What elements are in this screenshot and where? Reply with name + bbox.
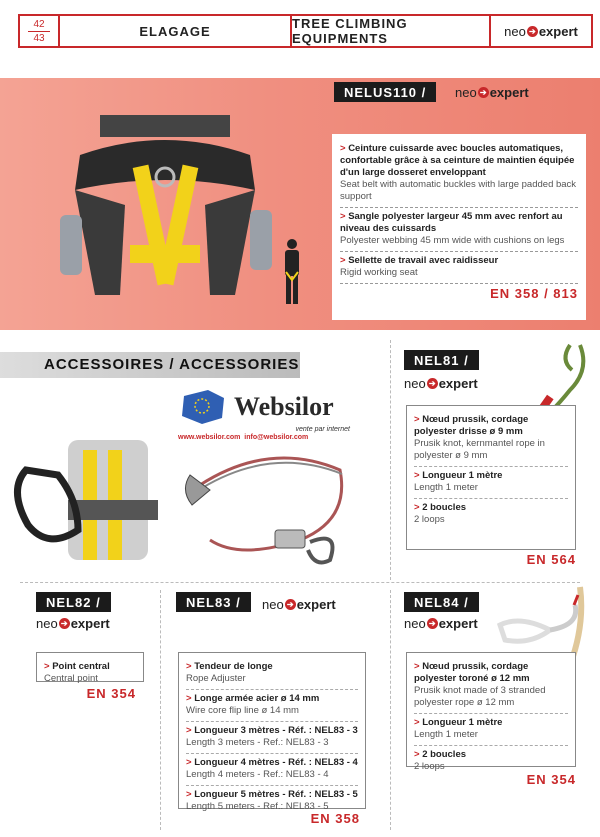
accessories-title: ACCESSOIRES / ACCESSORIES	[0, 352, 300, 378]
page-header	[18, 14, 593, 48]
product-code-nel84: NEL84 /	[404, 592, 479, 612]
nel83-image	[180, 450, 360, 570]
header-logo: neo ➔ expert	[504, 23, 578, 39]
spec-item: > Ceinture cuissarde avec boucles automatiques, confortable grâce à sa ceinture de maintien équipée d'un large dosseret enveloppant Seat belt with automatic buckles with large padded back support	[340, 140, 578, 208]
brand-logo: neo ➔ expert	[404, 376, 478, 391]
websilor-email: info@websilor.com	[244, 434, 309, 441]
norm-label: EN 354	[526, 772, 576, 787]
harness-image	[50, 95, 280, 310]
websilor-brand: Websilor	[234, 392, 334, 421]
websilor-tagline: vente par internet	[295, 426, 350, 433]
product-code-nel81: NEL81 /	[404, 350, 479, 370]
websilor-watermark	[178, 388, 358, 441]
norm-label: EN 358	[310, 811, 360, 826]
nel82-description	[36, 652, 144, 682]
divider	[160, 590, 161, 830]
spec-item: > Tendeur de longe Rope Adjuster	[186, 658, 358, 690]
nel82-image	[8, 430, 168, 578]
brand-logo: neo ➔ expert	[455, 85, 529, 100]
divider	[20, 582, 580, 583]
spec-item: > Longueur 5 mètres - Réf. : NEL83 - 5 Length 5 meters - Ref.: NEL83 - 5	[186, 786, 358, 817]
norm-label: EN 564	[526, 552, 576, 567]
spec-item: > Point central Central point	[44, 658, 136, 689]
spec-item: > Sangle polyester largeur 45 mm avec renfort au niveau des cuissards Polyester webbing 45 mm wide with cushions on legs	[340, 208, 578, 252]
section-title-en: TREE CLIMBING EQUIPMENTS	[292, 16, 491, 46]
page-number-right: 43	[33, 32, 45, 44]
spec-item: > Sellette de travail avec raidisseur Rigid working seat	[340, 252, 578, 284]
divider	[390, 590, 391, 830]
spec-item: > Nœud prussik, cordage polyester drisse ø 9 mm Prusik knot, kernmantel rope in polyester ø 9 mm	[414, 411, 568, 467]
product-code-nel83: NEL83 /	[176, 592, 251, 612]
person-scale-icon	[278, 238, 306, 306]
nel81-description	[406, 405, 576, 550]
page-numbers	[20, 16, 60, 46]
product-code-nel82: NEL82 /	[36, 592, 111, 612]
websilor-site: www.websilor.com	[178, 434, 241, 441]
page-number-left: 42	[33, 18, 45, 30]
product-code-nelus110: NELUS110 /	[334, 82, 436, 102]
brand-logo: neo ➔ expert	[36, 616, 110, 631]
section-title-fr: ELAGAGE	[60, 16, 292, 46]
spec-item: > Nœud prussik, cordage polyester toroné ø 12 mm Prusik knot made of 3 stranded polyester rope ø 12 mm	[414, 658, 568, 714]
map-icon	[178, 388, 230, 426]
norm-label: EN 358 / 813	[490, 286, 578, 301]
spec-item: > Longueur 1 mètre Length 1 meter	[414, 714, 568, 746]
spec-item: > Longueur 1 mètre Length 1 meter	[414, 467, 568, 499]
spec-item: > Longueur 3 mètres - Réf. : NEL83 - 3 Length 3 meters - Ref.: NEL83 - 3	[186, 722, 358, 754]
brand-logo: neo ➔ expert	[404, 616, 478, 631]
spec-item: > 2 boucles 2 loops	[414, 499, 568, 530]
divider	[390, 340, 391, 580]
norm-label: EN 354	[86, 686, 136, 701]
nel84-description	[406, 652, 576, 772]
nelus110-description	[332, 134, 586, 320]
brand-logo: neo ➔ expert	[262, 597, 336, 612]
nel83-description	[178, 652, 366, 812]
spec-item: > 2 boucles 2 loops	[414, 746, 568, 777]
spec-item: > Longueur 4 mètres - Réf. : NEL83 - 4 Length 4 meters - Ref.: NEL83 - 4	[186, 754, 358, 786]
spec-item: > Longe armée acier ø 14 mm Wire core flip line ø 14 mm	[186, 690, 358, 722]
